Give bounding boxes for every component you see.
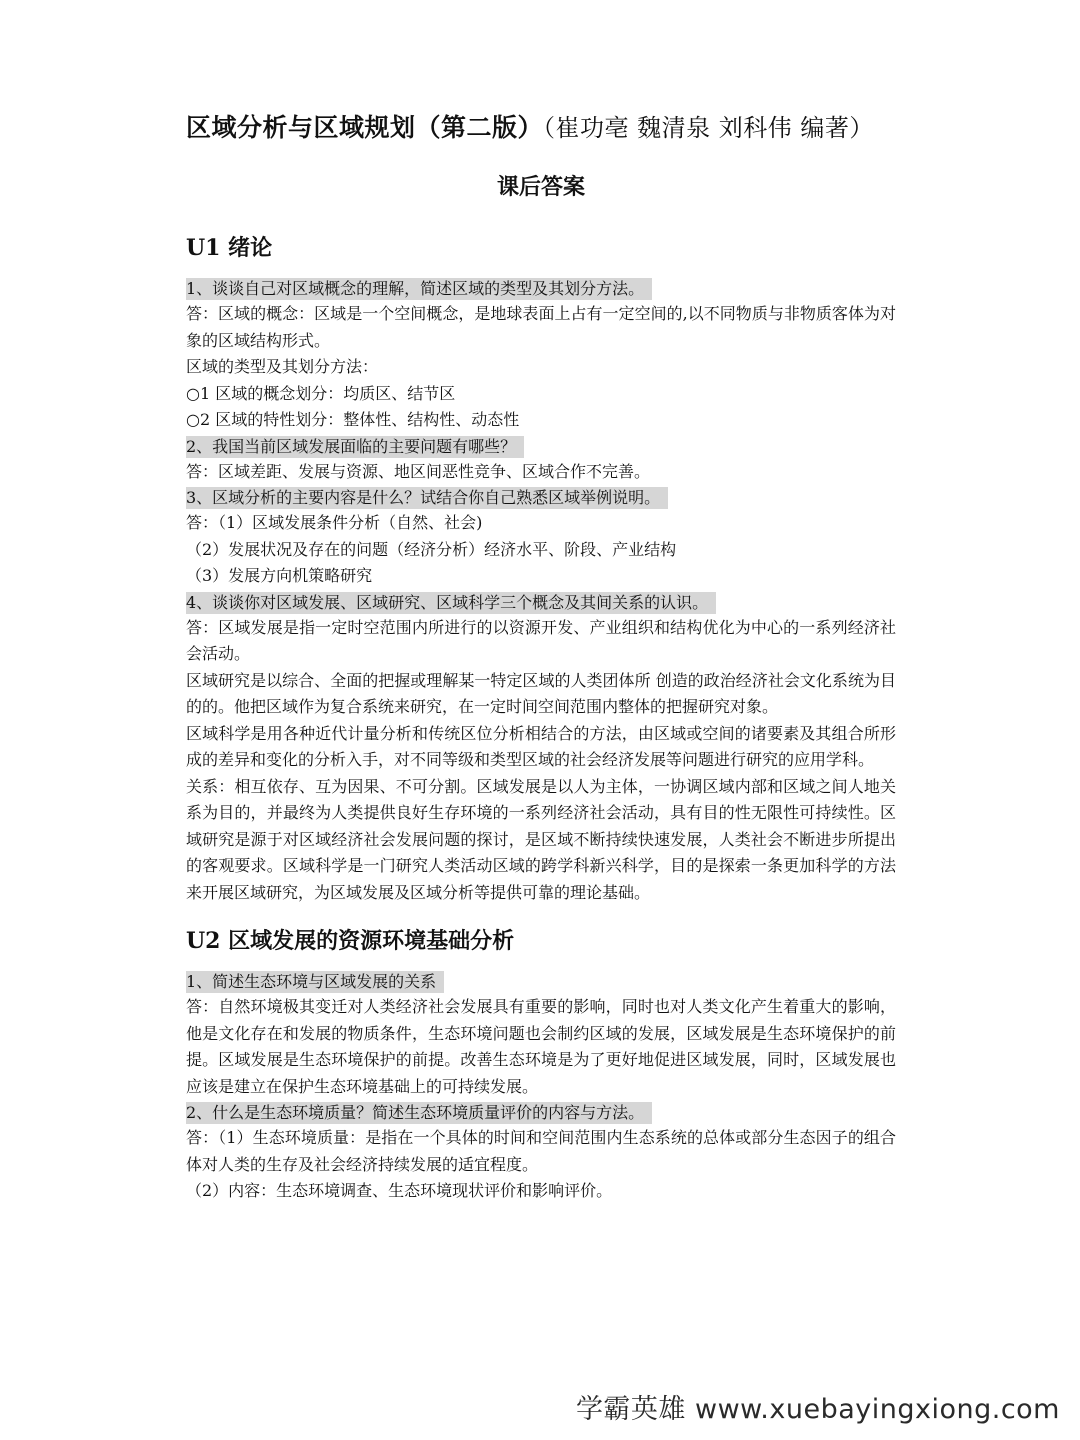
answer-paragraph: （2）发展状况及存在的问题（经济分析）经济水平、阶段、产业结构 xyxy=(186,539,677,559)
site-watermark: 学霸英雄 www.xuebayingxiong.com xyxy=(575,1394,1060,1425)
answer-paragraph: 答：自然环境极其变迁对人类经济社会发展具有重要的影响，同时也对人类文化产生着重大的影响，他是文化存在和发展的物质条件，生态环境问题也会制约区域的发展，区域发展是生态环境保护的前提。区域发展是生态环境保护的前提。改善生态环境是为了更好地促进区域发展，同时，区域发展也应该是建立在保护生态环境基础上的可持续发展。 xyxy=(186,997,896,1096)
title-main: 区域分析与区域规划 xyxy=(186,113,416,142)
answer-list-item: ○2 区域的特性划分：整体性、结构性、动态性 xyxy=(186,410,520,429)
document-title xyxy=(186,108,896,144)
question-highlight: 4、谈谈你对区域发展、区域研究、区域科学三个概念及其间关系的认识。 xyxy=(186,592,716,614)
answer-paragraph: 答：（1）生态环境质量：是指在一个具体的时间和空间范围内生态系统的总体或部分生态因子的组合体对人类的生存及社会经济持续发展的适宜程度。 xyxy=(186,1128,896,1174)
answer-paragraph: 区域科学是用各种近代计量分析和传统区位分析相结合的方法，由区域或空间的诸要素及其组合所形成的差异和变化的分析入手，对不同等级和类型区域的社会经济发展等问题进行研究的应用学科。 xyxy=(186,723,896,769)
question-highlight: 1、谈谈自己对区域概念的理解，简述区域的类型及其划分方法。 xyxy=(186,278,652,300)
title-edition: （第二版） xyxy=(415,113,544,142)
unit-1-heading: U1 绪论 xyxy=(186,235,273,261)
document-page xyxy=(186,108,896,1205)
answer-paragraph: （2）内容：生态环境调查、生态环境现状评价和影响评价。 xyxy=(186,1181,613,1200)
answer-paragraph: 区域研究是以综合、全面的把握或理解某一特定区域的人类团体所 创造的政治经济社会文化系统为目的的。他把区域作为复合系统来研究，在一定时间空间范围内整体的把握研究对象。 xyxy=(186,670,896,716)
answer-list-item: ○1 区域的概念划分：均质区、结节区 xyxy=(186,383,456,403)
answer-paragraph: 答：区域的概念：区域是一个空间概念，是地球表面上占有一定空间的,以不同物质与非物质客体为对象的区域结构形式。 xyxy=(186,304,896,350)
question-highlight: 2、我国当前区域发展面临的主要问题有哪些？ xyxy=(186,436,524,458)
unit-2-heading: U2 区域发展的资源环境基础分析 xyxy=(186,928,515,954)
answer-paragraph: 答：（1）区域发展条件分析（自然、社会) xyxy=(186,513,483,532)
answer-paragraph: 关系：相互依存、互为因果、不可分割。区域发展是以人为主体，一协调区域内部和区域之间人地关系为目的，并最终为人类提供良好生存环境的一系列经济社会活动，具有目的性无限性可持续性。区域研究是源于对区域经济社会发展问题的探讨，是区域不断持续快速发展，人类社会不断进步所提出的客观要求。区域科学是一门研究人类活动区域的跨学科新兴科学，目的是探索一条更加科学的方法来开展区域研究，为区域发展及区域分析等提供可靠的理论基础。 xyxy=(186,776,896,902)
answer-paragraph: 答：区域发展是指一定时空范围内所进行的以资源开发、产业组织和结构优化为中心的一系列经济社会活动。 xyxy=(186,617,896,663)
question-highlight: 1、简述生态环境与区域发展的关系 xyxy=(186,971,444,993)
title-authors: （崔功亳 魏清泉 刘科伟 编著） xyxy=(543,114,874,142)
answer-paragraph: 答：区域差距、发展与资源、地区间恶性竞争、区域合作不完善。 xyxy=(186,461,651,481)
page-subtitle: 课后答案 xyxy=(496,174,585,200)
question-highlight: 3、区域分析的主要内容是什么？试结合你自己熟悉区域举例说明。 xyxy=(186,487,668,509)
answer-paragraph: （3）发展方向机策略研究 xyxy=(186,566,373,585)
answer-paragraph: 区域的类型及其划分方法： xyxy=(186,357,379,376)
question-highlight: 2、什么是生态环境质量？简述生态环境质量评价的内容与方法。 xyxy=(186,1102,652,1124)
